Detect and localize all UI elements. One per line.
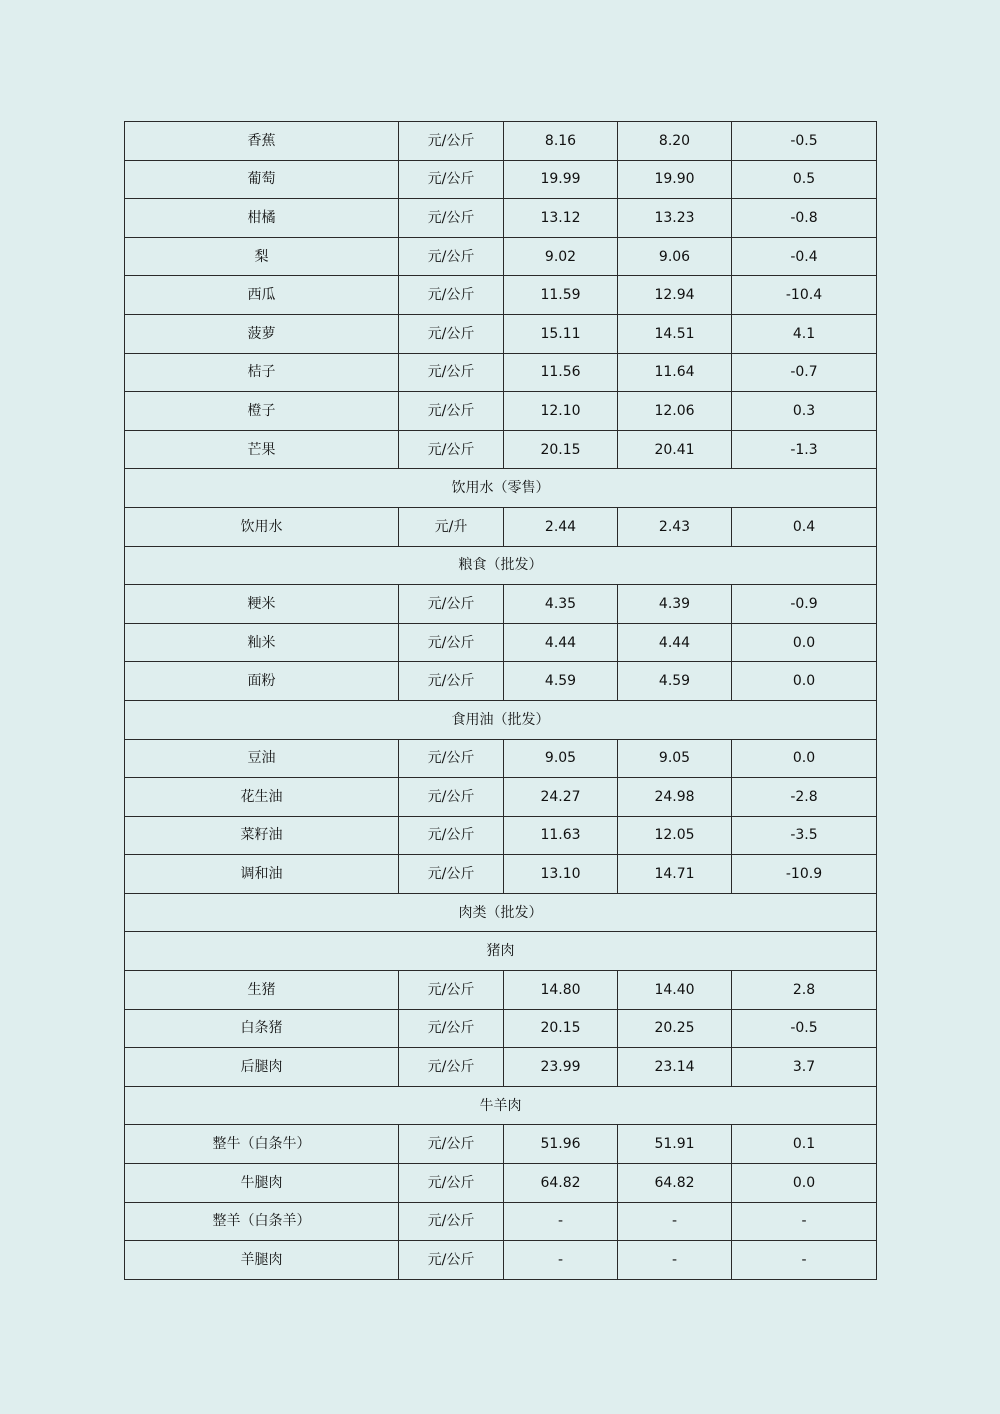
section-label: 牛羊肉 <box>125 1086 877 1125</box>
current-price-cell: 19.99 <box>504 160 618 199</box>
table-row <box>125 662 877 701</box>
table-body <box>125 122 877 1280</box>
product-name-cell: 整羊（白条羊） <box>125 1202 399 1241</box>
change-percent-cell: 0.0 <box>732 1164 877 1203</box>
section-header-row <box>125 893 877 932</box>
product-name-cell: 芒果 <box>125 430 399 469</box>
current-price-cell: 11.56 <box>504 353 618 392</box>
section-header-row <box>125 469 877 508</box>
previous-price-cell: 11.64 <box>618 353 732 392</box>
table-row <box>125 816 877 855</box>
table-row <box>125 1241 877 1280</box>
section-header-row <box>125 700 877 739</box>
product-name-cell: 牛腿肉 <box>125 1164 399 1203</box>
product-name-cell: 花生油 <box>125 778 399 817</box>
table-row <box>125 1164 877 1203</box>
current-price-cell: 11.63 <box>504 816 618 855</box>
change-percent-cell: -0.7 <box>732 353 877 392</box>
change-percent-cell: 4.1 <box>732 314 877 353</box>
current-price-cell: 51.96 <box>504 1125 618 1164</box>
table-row <box>125 392 877 431</box>
previous-price-cell: 9.05 <box>618 739 732 778</box>
table-row <box>125 1009 877 1048</box>
table-row <box>125 430 877 469</box>
current-price-cell: 24.27 <box>504 778 618 817</box>
section-header-row <box>125 1086 877 1125</box>
change-percent-cell: -1.3 <box>732 430 877 469</box>
product-name-cell: 柑橘 <box>125 199 399 238</box>
product-name-cell: 白条猪 <box>125 1009 399 1048</box>
section-label: 肉类（批发） <box>125 893 877 932</box>
change-percent-cell: -0.4 <box>732 237 877 276</box>
previous-price-cell: 14.71 <box>618 855 732 894</box>
section-header-row <box>125 932 877 971</box>
product-name-cell: 桔子 <box>125 353 399 392</box>
table-row <box>125 778 877 817</box>
previous-price-cell: 23.14 <box>618 1048 732 1087</box>
previous-price-cell: 4.44 <box>618 623 732 662</box>
product-name-cell: 面粉 <box>125 662 399 701</box>
change-percent-cell: 0.0 <box>732 662 877 701</box>
unit-cell: 元/公斤 <box>399 855 504 894</box>
change-percent-cell: 2.8 <box>732 971 877 1010</box>
unit-cell: 元/公斤 <box>399 1125 504 1164</box>
current-price-cell: 4.35 <box>504 585 618 624</box>
change-percent-cell: - <box>732 1241 877 1280</box>
unit-cell: 元/公斤 <box>399 276 504 315</box>
previous-price-cell: 13.23 <box>618 199 732 238</box>
table-row <box>125 237 877 276</box>
previous-price-cell: - <box>618 1202 732 1241</box>
product-name-cell: 羊腿肉 <box>125 1241 399 1280</box>
table-row <box>125 276 877 315</box>
product-name-cell: 生猪 <box>125 971 399 1010</box>
unit-cell: 元/公斤 <box>399 1009 504 1048</box>
product-name-cell: 菠萝 <box>125 314 399 353</box>
unit-cell: 元/公斤 <box>399 392 504 431</box>
change-percent-cell: 3.7 <box>732 1048 877 1087</box>
change-percent-cell: -0.9 <box>732 585 877 624</box>
previous-price-cell: 12.94 <box>618 276 732 315</box>
section-label: 粮食（批发） <box>125 546 877 585</box>
previous-price-cell: 12.06 <box>618 392 732 431</box>
previous-price-cell: 20.25 <box>618 1009 732 1048</box>
change-percent-cell: 0.4 <box>732 507 877 546</box>
table-row <box>125 739 877 778</box>
product-name-cell: 西瓜 <box>125 276 399 315</box>
table-row <box>125 353 877 392</box>
table-row <box>125 585 877 624</box>
change-percent-cell: 0.3 <box>732 392 877 431</box>
current-price-cell: 64.82 <box>504 1164 618 1203</box>
previous-price-cell: 12.05 <box>618 816 732 855</box>
unit-cell: 元/公斤 <box>399 237 504 276</box>
product-name-cell: 菜籽油 <box>125 816 399 855</box>
unit-cell: 元/升 <box>399 507 504 546</box>
current-price-cell: 14.80 <box>504 971 618 1010</box>
product-name-cell: 葡萄 <box>125 160 399 199</box>
product-name-cell: 粳米 <box>125 585 399 624</box>
current-price-cell: 9.05 <box>504 739 618 778</box>
previous-price-cell: 2.43 <box>618 507 732 546</box>
unit-cell: 元/公斤 <box>399 1164 504 1203</box>
previous-price-cell: 14.40 <box>618 971 732 1010</box>
change-percent-cell: -0.5 <box>732 1009 877 1048</box>
unit-cell: 元/公斤 <box>399 353 504 392</box>
product-name-cell: 橙子 <box>125 392 399 431</box>
previous-price-cell: - <box>618 1241 732 1280</box>
table-row <box>125 1202 877 1241</box>
current-price-cell: 20.15 <box>504 1009 618 1048</box>
change-percent-cell: -2.8 <box>732 778 877 817</box>
product-name-cell: 后腿肉 <box>125 1048 399 1087</box>
change-percent-cell: -0.8 <box>732 199 877 238</box>
current-price-cell: 4.59 <box>504 662 618 701</box>
table-row <box>125 971 877 1010</box>
section-label: 食用油（批发） <box>125 700 877 739</box>
current-price-cell: 23.99 <box>504 1048 618 1087</box>
product-name-cell: 豆油 <box>125 739 399 778</box>
current-price-cell: 15.11 <box>504 314 618 353</box>
unit-cell: 元/公斤 <box>399 623 504 662</box>
current-price-cell: 12.10 <box>504 392 618 431</box>
previous-price-cell: 4.39 <box>618 585 732 624</box>
previous-price-cell: 51.91 <box>618 1125 732 1164</box>
current-price-cell: 13.10 <box>504 855 618 894</box>
change-percent-cell: -0.5 <box>732 122 877 161</box>
section-label: 饮用水（零售） <box>125 469 877 508</box>
product-name-cell: 饮用水 <box>125 507 399 546</box>
table-row <box>125 160 877 199</box>
section-label: 猪肉 <box>125 932 877 971</box>
table-row <box>125 1125 877 1164</box>
unit-cell: 元/公斤 <box>399 816 504 855</box>
price-table <box>124 121 877 1280</box>
current-price-cell: - <box>504 1241 618 1280</box>
product-name-cell: 整牛（白条牛） <box>125 1125 399 1164</box>
unit-cell: 元/公斤 <box>399 739 504 778</box>
change-percent-cell: -3.5 <box>732 816 877 855</box>
previous-price-cell: 64.82 <box>618 1164 732 1203</box>
unit-cell: 元/公斤 <box>399 122 504 161</box>
previous-price-cell: 19.90 <box>618 160 732 199</box>
product-name-cell: 籼米 <box>125 623 399 662</box>
table-row <box>125 507 877 546</box>
table-row <box>125 122 877 161</box>
table-row <box>125 314 877 353</box>
change-percent-cell: -10.9 <box>732 855 877 894</box>
product-name-cell: 香蕉 <box>125 122 399 161</box>
unit-cell: 元/公斤 <box>399 1241 504 1280</box>
current-price-cell: 20.15 <box>504 430 618 469</box>
previous-price-cell: 14.51 <box>618 314 732 353</box>
table-row <box>125 1048 877 1087</box>
current-price-cell: 8.16 <box>504 122 618 161</box>
current-price-cell: 4.44 <box>504 623 618 662</box>
previous-price-cell: 20.41 <box>618 430 732 469</box>
change-percent-cell: 0.1 <box>732 1125 877 1164</box>
unit-cell: 元/公斤 <box>399 314 504 353</box>
change-percent-cell: 0.0 <box>732 739 877 778</box>
previous-price-cell: 24.98 <box>618 778 732 817</box>
unit-cell: 元/公斤 <box>399 662 504 701</box>
previous-price-cell: 9.06 <box>618 237 732 276</box>
unit-cell: 元/公斤 <box>399 1202 504 1241</box>
unit-cell: 元/公斤 <box>399 971 504 1010</box>
current-price-cell: 9.02 <box>504 237 618 276</box>
current-price-cell: - <box>504 1202 618 1241</box>
change-percent-cell: 0.0 <box>732 623 877 662</box>
change-percent-cell: 0.5 <box>732 160 877 199</box>
change-percent-cell: - <box>732 1202 877 1241</box>
unit-cell: 元/公斤 <box>399 160 504 199</box>
unit-cell: 元/公斤 <box>399 1048 504 1087</box>
section-header-row <box>125 546 877 585</box>
table-row <box>125 199 877 238</box>
unit-cell: 元/公斤 <box>399 199 504 238</box>
unit-cell: 元/公斤 <box>399 778 504 817</box>
current-price-cell: 13.12 <box>504 199 618 238</box>
previous-price-cell: 8.20 <box>618 122 732 161</box>
current-price-cell: 2.44 <box>504 507 618 546</box>
product-name-cell: 调和油 <box>125 855 399 894</box>
unit-cell: 元/公斤 <box>399 585 504 624</box>
current-price-cell: 11.59 <box>504 276 618 315</box>
table-row <box>125 855 877 894</box>
product-name-cell: 梨 <box>125 237 399 276</box>
unit-cell: 元/公斤 <box>399 430 504 469</box>
previous-price-cell: 4.59 <box>618 662 732 701</box>
table-row <box>125 623 877 662</box>
change-percent-cell: -10.4 <box>732 276 877 315</box>
